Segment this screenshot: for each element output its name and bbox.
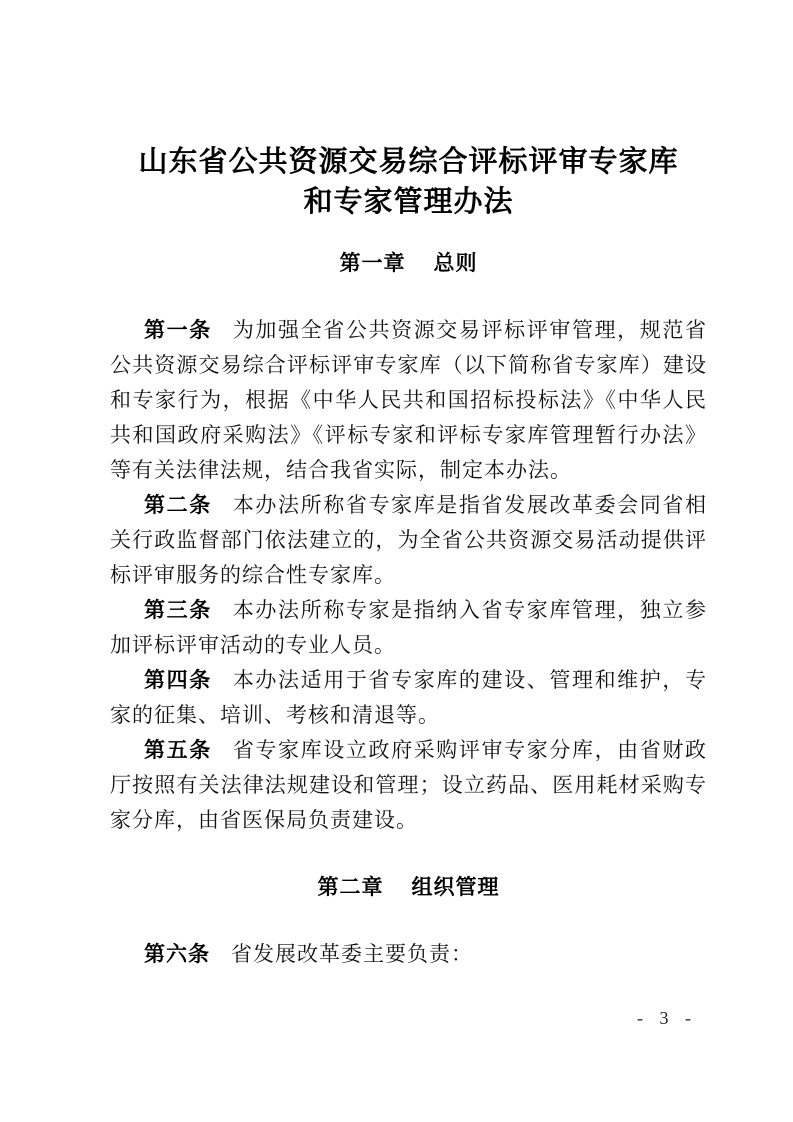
chapter-2-heading xyxy=(110,872,707,904)
document-title-line-1: 山东省公共资源交易综合评标评审专家库 xyxy=(138,146,679,178)
article-2-label: 第二条 xyxy=(144,494,212,517)
article-2-paragraph xyxy=(110,488,707,593)
article-6-text: 省发展改革委主要负责： xyxy=(231,942,473,966)
article-1-paragraph xyxy=(110,313,707,488)
document-title-line-2: 和专家管理办法 xyxy=(303,186,514,218)
article-4-text: 本办法适用于省专家库的建设、管理和维护，专家的征集、培训、考核和清退等。 xyxy=(110,668,708,727)
article-5-label: 第五条 xyxy=(144,739,212,762)
chapter-1-title: 总则 xyxy=(433,252,478,275)
article-5-text: 省专家库设立政府采购评审专家分库，由省财政厅按照有关法律法规建设和管理；设立药品、医用耗材采购专家分库，由省医保局负责建设。 xyxy=(110,738,708,832)
article-5-paragraph xyxy=(110,733,707,838)
article-4-paragraph xyxy=(110,663,707,733)
article-2-text: 本办法所称省专家库是指省发展改革委会同省相关行政监督部门依法建立的，为全省公共资源交易活动提供评标评审服务的综合性专家库。 xyxy=(110,493,708,587)
article-6-label: 第六条 xyxy=(144,943,210,966)
article-4-label: 第四条 xyxy=(144,669,212,692)
article-1-label: 第一条 xyxy=(144,319,212,342)
document-content xyxy=(0,142,793,972)
article-3-text: 本办法所称专家是指纳入省专家库管理，独立参加评标评审活动的专业人员。 xyxy=(110,598,708,657)
article-3-paragraph xyxy=(110,593,707,663)
article-6-paragraph xyxy=(110,937,707,972)
article-3-label: 第三条 xyxy=(144,599,212,622)
page-number: - 3 - xyxy=(637,1008,697,1028)
chapter-1-articles xyxy=(110,313,707,838)
chapter-2-title: 组织管理 xyxy=(411,876,500,899)
chapter-1-heading xyxy=(110,248,707,280)
chapter-2-number: 第二章 xyxy=(317,876,384,899)
article-1-text: 为加强全省公共资源交易评标评审管理，规范省公共资源交易综合评标评审专家库（以下简称省专家库）建设和专家行为，根据《中华人民共和国招标投标法》《中华人民共和国政府采购法》《评标专家和评标专家库管理暂行办法》等有关法律法规，结合我省实际，制定本办法。 xyxy=(110,318,708,482)
document-title xyxy=(110,142,707,222)
chapter-1-number: 第一章 xyxy=(339,252,406,275)
